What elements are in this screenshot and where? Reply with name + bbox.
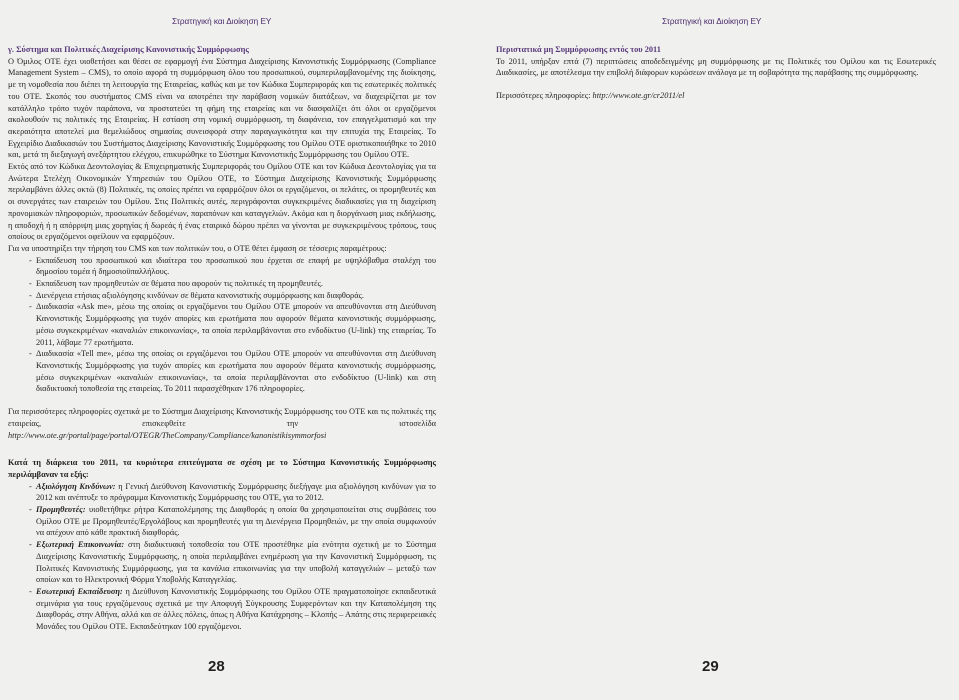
- compliance-url-link[interactable]: http://www.ote.gr/portal/page/portal/OTEGR/TheCompany/Compliance/kanonistikisymmorfosi: [8, 430, 327, 440]
- report-url-link[interactable]: http://www.ote.gr/cr2011/el: [592, 91, 685, 101]
- list-item: [36, 481, 436, 504]
- list-item: [36, 586, 436, 633]
- more-info-text: Για περισσότερες πληροφορίες σχετικά με το Σύστημα Διαχείρισης Κανονιστικής Συμμόρφωσης του ΟΤΕ και τις πολιτικές της εταιρείας, επισκεφθείτε την ιστοσελίδα: [8, 407, 436, 428]
- section-heading: γ. Σύστημα και Πολιτικές Διαχείρισης Κανονιστικής Συμμόρφωσης: [8, 45, 249, 54]
- list-item: - Διαδικασία «Tell me», μέσω της οποίας οι εργαζόμενοι του Ομίλου ΟΤΕ μπορούν να απευθύνονται στη Διεύθυνση Κανονιστικής Συμμόρφωσης για τυχόν απορίες και ερωτήματα που αφορούν θέματα κανονιστικής συμμόρφωσης, μέσω συγκεκριμένων «καναλιών επικοινωνίας», τα οποία περιλαμβάνονται στο ενδοδίκτυο (U-link) και στη διαδικτυακή τοποθεσία της εταιρείας. Το 2011 παρασχέθηκαν 176 πληροφορίες.: [36, 348, 436, 395]
- paragraph-policies: Εκτός από τον Κώδικα Δεοντολογίας & Επιχειρηματικής Συμπεριφοράς του Ομίλου ΟΤΕ και τον Κώδικα Δεοντολογίας για τα Ανώτερα Στελέχη Οικονομικών Υπηρεσιών του Ομίλου ΟΤΕ, το Σύστημα Διαχείρισης Κανονιστικής Συμμόρφωσης περιλαμβάνει άλλες οκτώ (8) Πολιτικές, τις οποίες πρέπει να εφαρμόζουν όλοι οι εργαζόμενοι, οι πελάτες, οι προμηθευτές και οι συνεργάτες των εταιρειών του Ομίλου. Στις Πολιτικές αυτές, περιγράφονται συγκεκριμένες διαδικασίες για τη διαχείριση προνομιακών πληροφοριών, προσωπικών δεδομένων, παραπόνων και καταγγελιών. Ακόμα και η διοργάνωση μιας εκδήλωσης, η αποδοχή ή η απόρριψη μιας χορηγίας ή δωρεάς ή ένας εταιρικό δώρου πρέπει να γίνονται με συγκεκριμένους τρόπους, τους οποίους οι εργαζόμενοι οφείλουν να εφαρμόζουν.: [8, 162, 436, 242]
- paragraph-parameters: Για να υποστηρίξει την τήρηση του CMS και των πολιτικών του, ο ΟΤΕ θέτει έμφαση σε τέσσερις παραμέτρους:: [8, 243, 387, 253]
- achievements-list: [8, 481, 436, 633]
- list-item: [36, 539, 436, 586]
- page-number: 29: [702, 658, 719, 675]
- list-item-term: Εσωτερική Εκπαίδευση:: [36, 586, 123, 596]
- paragraph-noncompliance: Το 2011, υπήρξαν επτά (7) περιπτώσεις αποδεδειγμένης μη συμμόρφωσης με τις Πολιτικές του Ομίλου και τις Εσωτερικές Διαδικασίες, με αποτέλεσμα την επιβολή διάφορων κυρώσεων ανάλογα με τη σοβαρότητα της παράβασης της συμμόρφωσης.: [496, 56, 936, 78]
- page-number: 28: [208, 658, 225, 675]
- list-item-term: Αξιολόγηση Κινδύνων:: [36, 481, 116, 491]
- paragraph-cms-intro: Ο Όμιλος ΟΤΕ έχει υιοθετήσει και θέσει σε εφαρμογή ένα Σύστημα Διαχείρισης Κανονιστικής Συμμόρφωσης (Compliance Management System – CMS), το οποίο αφορά τη συμμόρφωση όλου του προσωπικού, συμπεριλαμβανομένης της διοίκησης, με τη νομοθεσία που διέπει τη λειτουργία της Εταιρείας, καθώς και με τον Κώδικα Συμπεριφοράς και τις εσωτερικές πολιτικές του ΟΤΕ. Σκοπός του συστήματος CMS είναι να αποτρέπει την παράβαση νομικών διατάξεων, να διαχειρίζεται με τον κατάλληλο τρόπο τυχόν παράπονα, να προστατεύει τη φήμη της εταιρείας και να διασφαλίζει ότι όλοι οι εργαζόμενοι ακολουθούν τις πολιτικές της Εταιρείας. Η εστίαση στη νομική συμμόρφωση, τη διαφάνεια, τον επαγγελματισμό και την ακεραιότητα αποτελεί μια θεμελιώδους σημασίας συνεισφορά στην παραγωγικότητα και την επιτυχία της Εταιρείας. Το Εγχειρίδιο Διαδικασιών του Συστήματος Διαχείρισης Κανονιστικής Συμμόρφωσης του Ομίλου ΟΤΕ οριστικοποιήθηκε το 2010 και, μετά τη διεξαγωγή ανεξάρτητου ελέγχου, επικυρώθηκε το Σύστημα Κανονιστικής Συμμόρφωσης του Ομίλου ΟΤΕ.: [8, 56, 436, 160]
- list-item-term: Προμηθευτές:: [36, 505, 86, 515]
- achievements-heading: Κατά τη διάρκεια του 2011, τα κυριότερα επιτεύγματα σε σχέση με το Σύστημα Κανονιστικής Συμμόρφωσης περιλάμβαναν τα εξής:: [8, 458, 436, 479]
- list-item: [36, 504, 436, 539]
- more-info-text: Περισσότερες πληροφορίες:: [496, 91, 593, 101]
- list-item: - Διενέργεια ετήσιας αξιολόγησης κινδύνων σε θέματα κανονιστικής συμμόρφωσης και διαφθοράς.: [36, 290, 436, 302]
- paragraph-more-info: [8, 406, 436, 441]
- list-item-text: η Διεύθυνση Κανονιστικής Συμμόρφωσης του Ομίλου ΟΤΕ πραγματοποίησε εκπαιδευτικά σεμινάρια για τους εργαζόμενους σχετικά με την Αποφυγή Σύγκρουσης Συμφερόντων και την Καταπολέμηση της Διαφθοράς, στην Αθήνα, αλλά και σε άλλες πόλεις, όπως η Αθήνα Κατάχρησης – Κλοπής – Απάτης στις περιφερειακές Μονάδες του Ομίλου ΟΤΕ. Εκπαιδεύτηκαν 100 εργαζόμενοι.: [36, 586, 436, 632]
- right-body: [496, 44, 936, 102]
- list-item-text: στη διαδικτυακή τοποθεσία του ΟΤΕ προστέθηκε μία ενότητα σχετική με το Σύστημα Διαχείρισης Κανονιστικής Συμμόρφωσης, η οποία περιλαμβάνει ενημέρωση για την Κανονιστική Συμμόρφωση, τις Πολιτικές Κανονιστικής Συμμόρφωσης, για τα κανάλια επικοινωνίας για την υποβολή καταγγελιών – μεταξύ των οποίων και το Ηλεκτρονική Φόρμα Υποβολής Καταγγελίας.: [36, 540, 436, 585]
- paragraph-more-info: [496, 90, 936, 102]
- left-page: [0, 0, 479, 700]
- right-page: [480, 0, 959, 700]
- list-item-term: Εξωτερική Επικοινωνία:: [36, 540, 125, 550]
- list-item: - Εκπαίδευση του προσωπικού και ιδιαίτερα του προσωπικού που έρχεται σε επαφή με υψηλόβαθμα σταλέχη του δημοσίου τομέα ή δημοσιοϋπαλλήλους.: [36, 255, 436, 278]
- list-item-text: υιοθετήθηκε ρήτρα Καταπολέμησης της Διαφθοράς η οποία θα χρησιμοποιείται στις συμβάσεις του Ομίλου ΟΤΕ με Προμηθευτές/Εργολάβους και προμηθευτές για τη Διενέργεια Προμηθειών, με την οποία συμφωνούν να απέχουν από κάθε πρακτική διαφθοράς.: [36, 505, 436, 538]
- left-body: [8, 44, 436, 633]
- parameters-list: [8, 255, 436, 395]
- running-header: Στρατηγική και Διοίκηση ΕΥ: [172, 17, 272, 26]
- section-heading: Περιστατικά μη Συμμόρφωσης εντός του 2011: [496, 45, 661, 54]
- list-item-text: η Γενική Διεύθυνση Κανονιστικής Συμμόρφωσης διεξήγαγε μια αξιολόγηση κινδύνων για το 2012 και ανέπτυξε το πρόγραμμα Κανονιστικής Συμμόρφωσης του ΟΤΕ, για το 2012.: [36, 481, 436, 503]
- list-item: - Διαδικασία «Ask me», μέσω της οποίας οι εργαζόμενοι του Ομίλου ΟΤΕ μπορούν να απευθύνονται στη Διεύθυνση Κανονιστικής Συμμόρφωσης για τυχόν απορίες και ερωτήματα που αφορούν θέματα κανονιστικής συμμόρφωσης, μέσω συγκεκριμένων «καναλιών επικοινωνίας», τα οποία περιλαμβάνονται στο ενδοδίκτυο (U-link) της εταιρείας. Το 2011, λάβαμε 77 ερωτήματα.: [36, 301, 436, 348]
- list-item: - Εκπαίδευση των προμηθευτών σε θέματα που αφορούν τις πολιτικές τη προμηθευτές.: [36, 278, 436, 290]
- running-header: Στρατηγική και Διοίκηση ΕΥ: [662, 17, 762, 26]
